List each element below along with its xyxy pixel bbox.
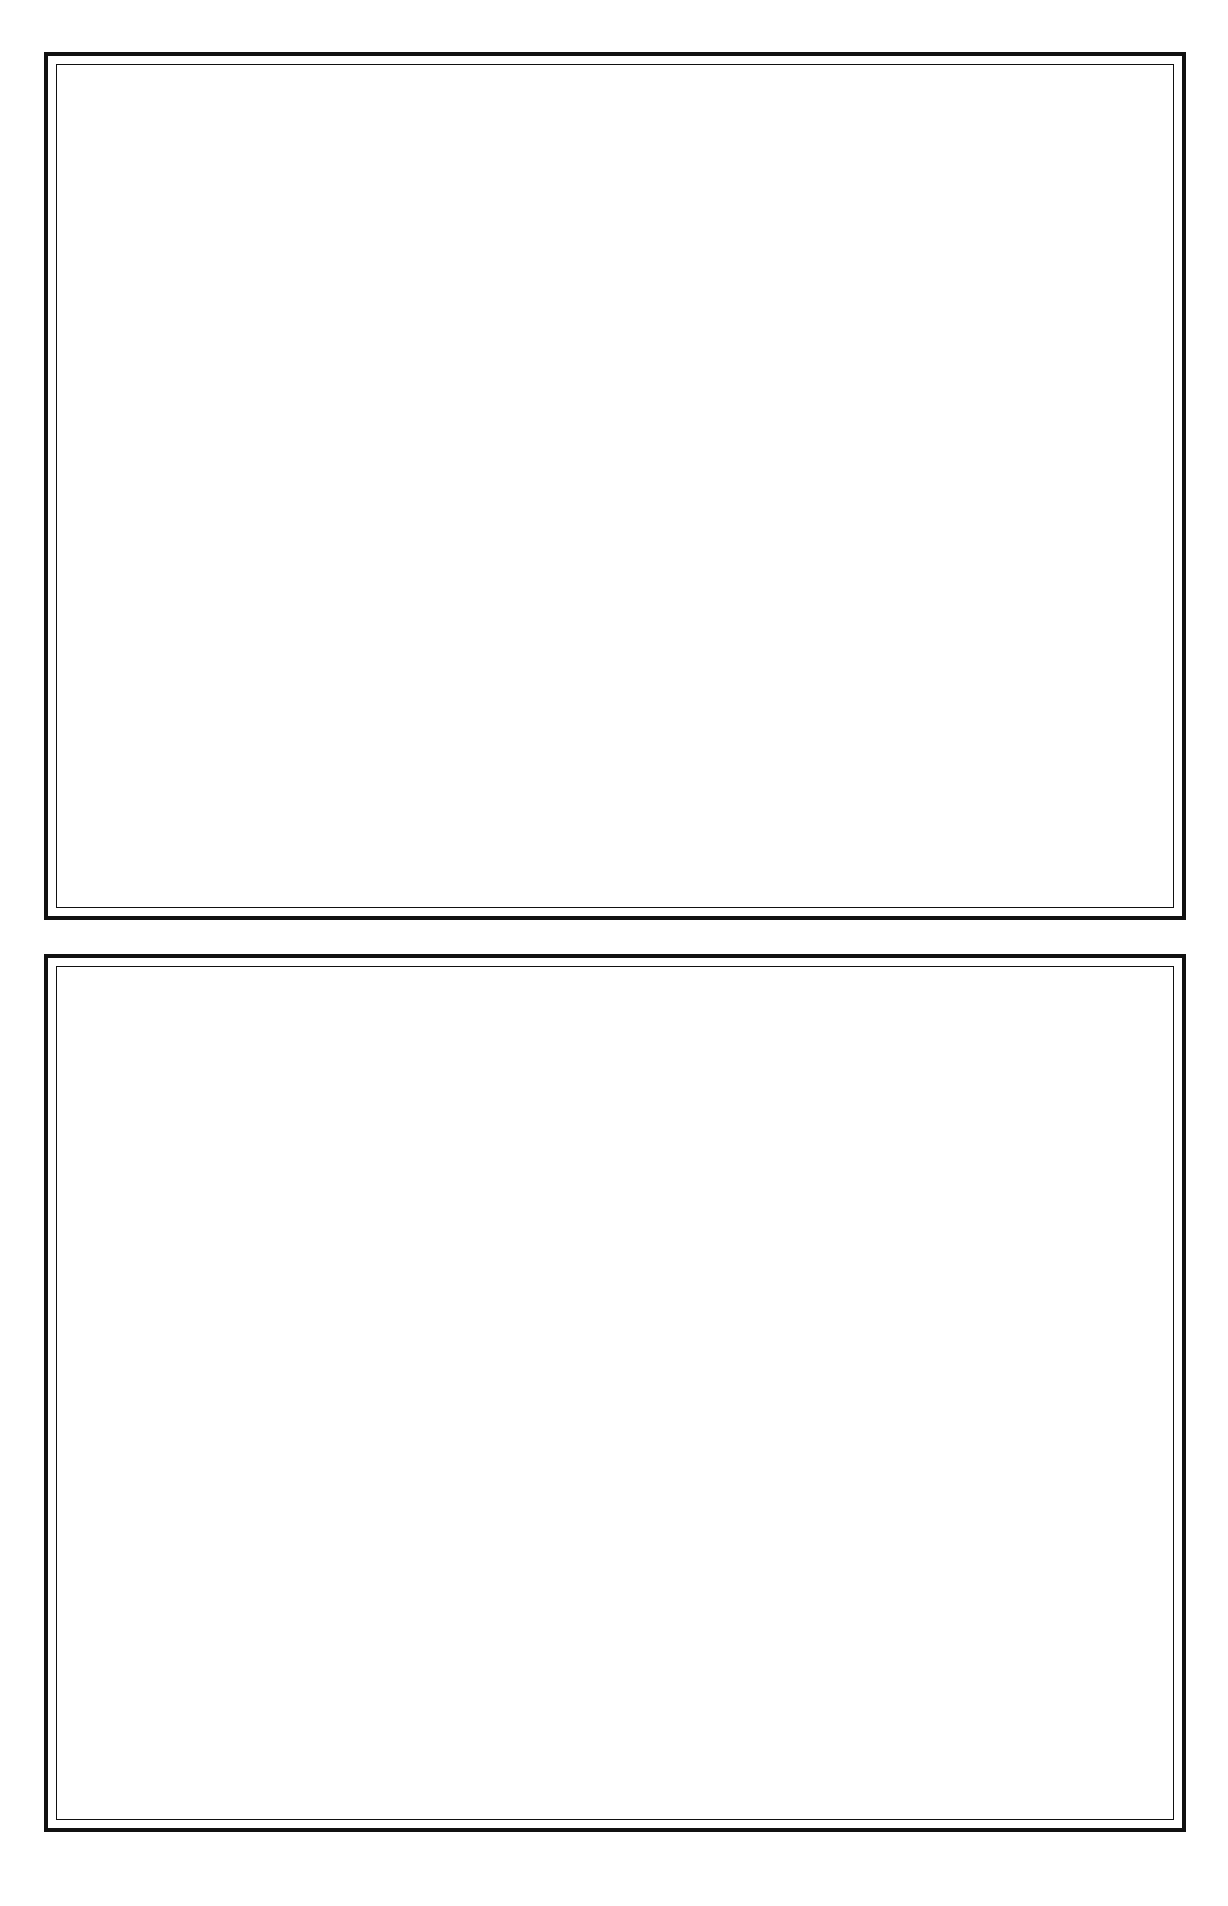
page-top (44, 52, 1186, 920)
page-bottom (44, 954, 1186, 1832)
